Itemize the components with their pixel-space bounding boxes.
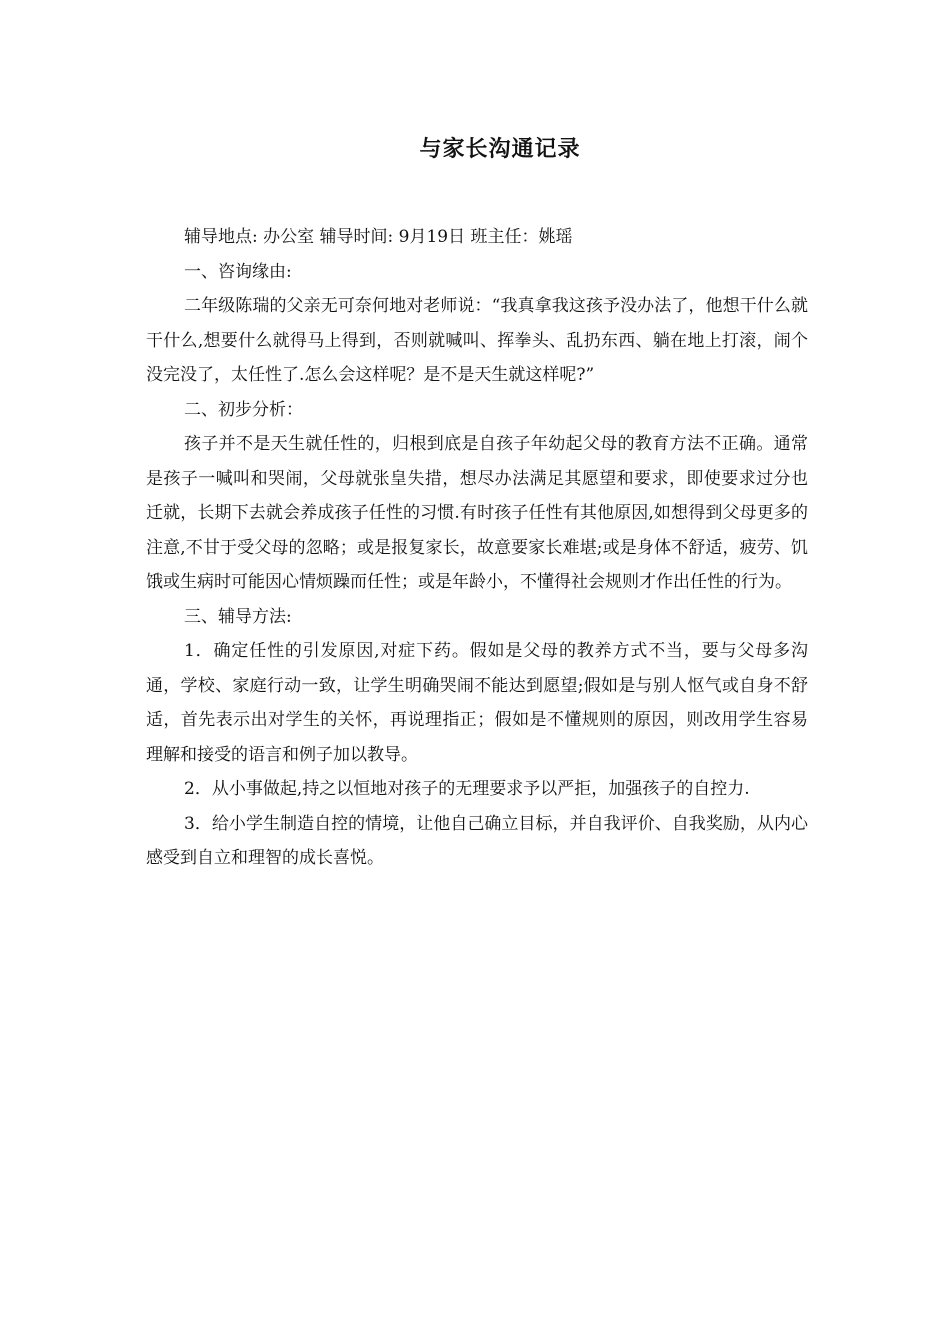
paragraph-analysis: 孩子并不是天生就任性的，归根到底是自孩子年幼起父母的教育方法不正确。通常是孩子一喊叫和哭闹，父母就张皇失措，想尽办法满足其愿望和要求，即使要求过分也迁就，长期下去就会养成孩子任性的习惯.有时孩子任性有其他原因,如想得到父母更多的注意,不甘于受父母的忽略；或是报复家长，故意要家长难堪;或是身体不舒适，疲劳、饥饿或生病时可能因心情烦躁而任性；或是年龄小，不懂得社会规则才作出任性的行为。 bbox=[146, 434, 808, 592]
section-heading-methods: 三、辅导方法: bbox=[184, 606, 292, 627]
method-item-3: 3．给小学生制造自控的情境，让他自己确立目标，并自我评价、自我奖励，从内心感受到自立和理智的成长喜悦。 bbox=[146, 813, 808, 868]
paragraph-reason: 二年级陈瑞的父亲无可奈何地对老师说：“我真拿我这孩予没办法了，他想干什么就干什么,想要什么就得马上得到，否则就喊叫、挥拳头、乱扔东西、躺在地上打滚，闹个没完没了，太任性了.怎么会这样呢？是不是天生就这样呢?” bbox=[146, 296, 808, 385]
document-title: 与家长沟通记录 bbox=[419, 136, 581, 162]
method-item-1: 1．确定任性的引发原因,对症下药。假如是父母的教养方式不当，要与父母多沟通，学校、家庭行动一致，让学生明确哭闹不能达到愿望;假如是与别人怄气或自身不舒适，首先表示出对学生的关怀，再说理指正；假如是不懂规则的原因，则改用学生容易理解和接受的语言和例子加以教导。 bbox=[146, 641, 808, 765]
meta-line: 辅导地点: 办公室 辅导时间: 9月19日 班主任：姚瑶 bbox=[184, 227, 573, 247]
section-heading-analysis: 二、初步分析： bbox=[184, 399, 303, 420]
method-item-2: 2．从小事做起,持之以恒地对孩子的无理要求予以严拒，加强孩子的自控力. bbox=[184, 779, 750, 799]
section-heading-reason: 一、咨询缘由: bbox=[184, 261, 292, 282]
document-body bbox=[146, 220, 808, 876]
